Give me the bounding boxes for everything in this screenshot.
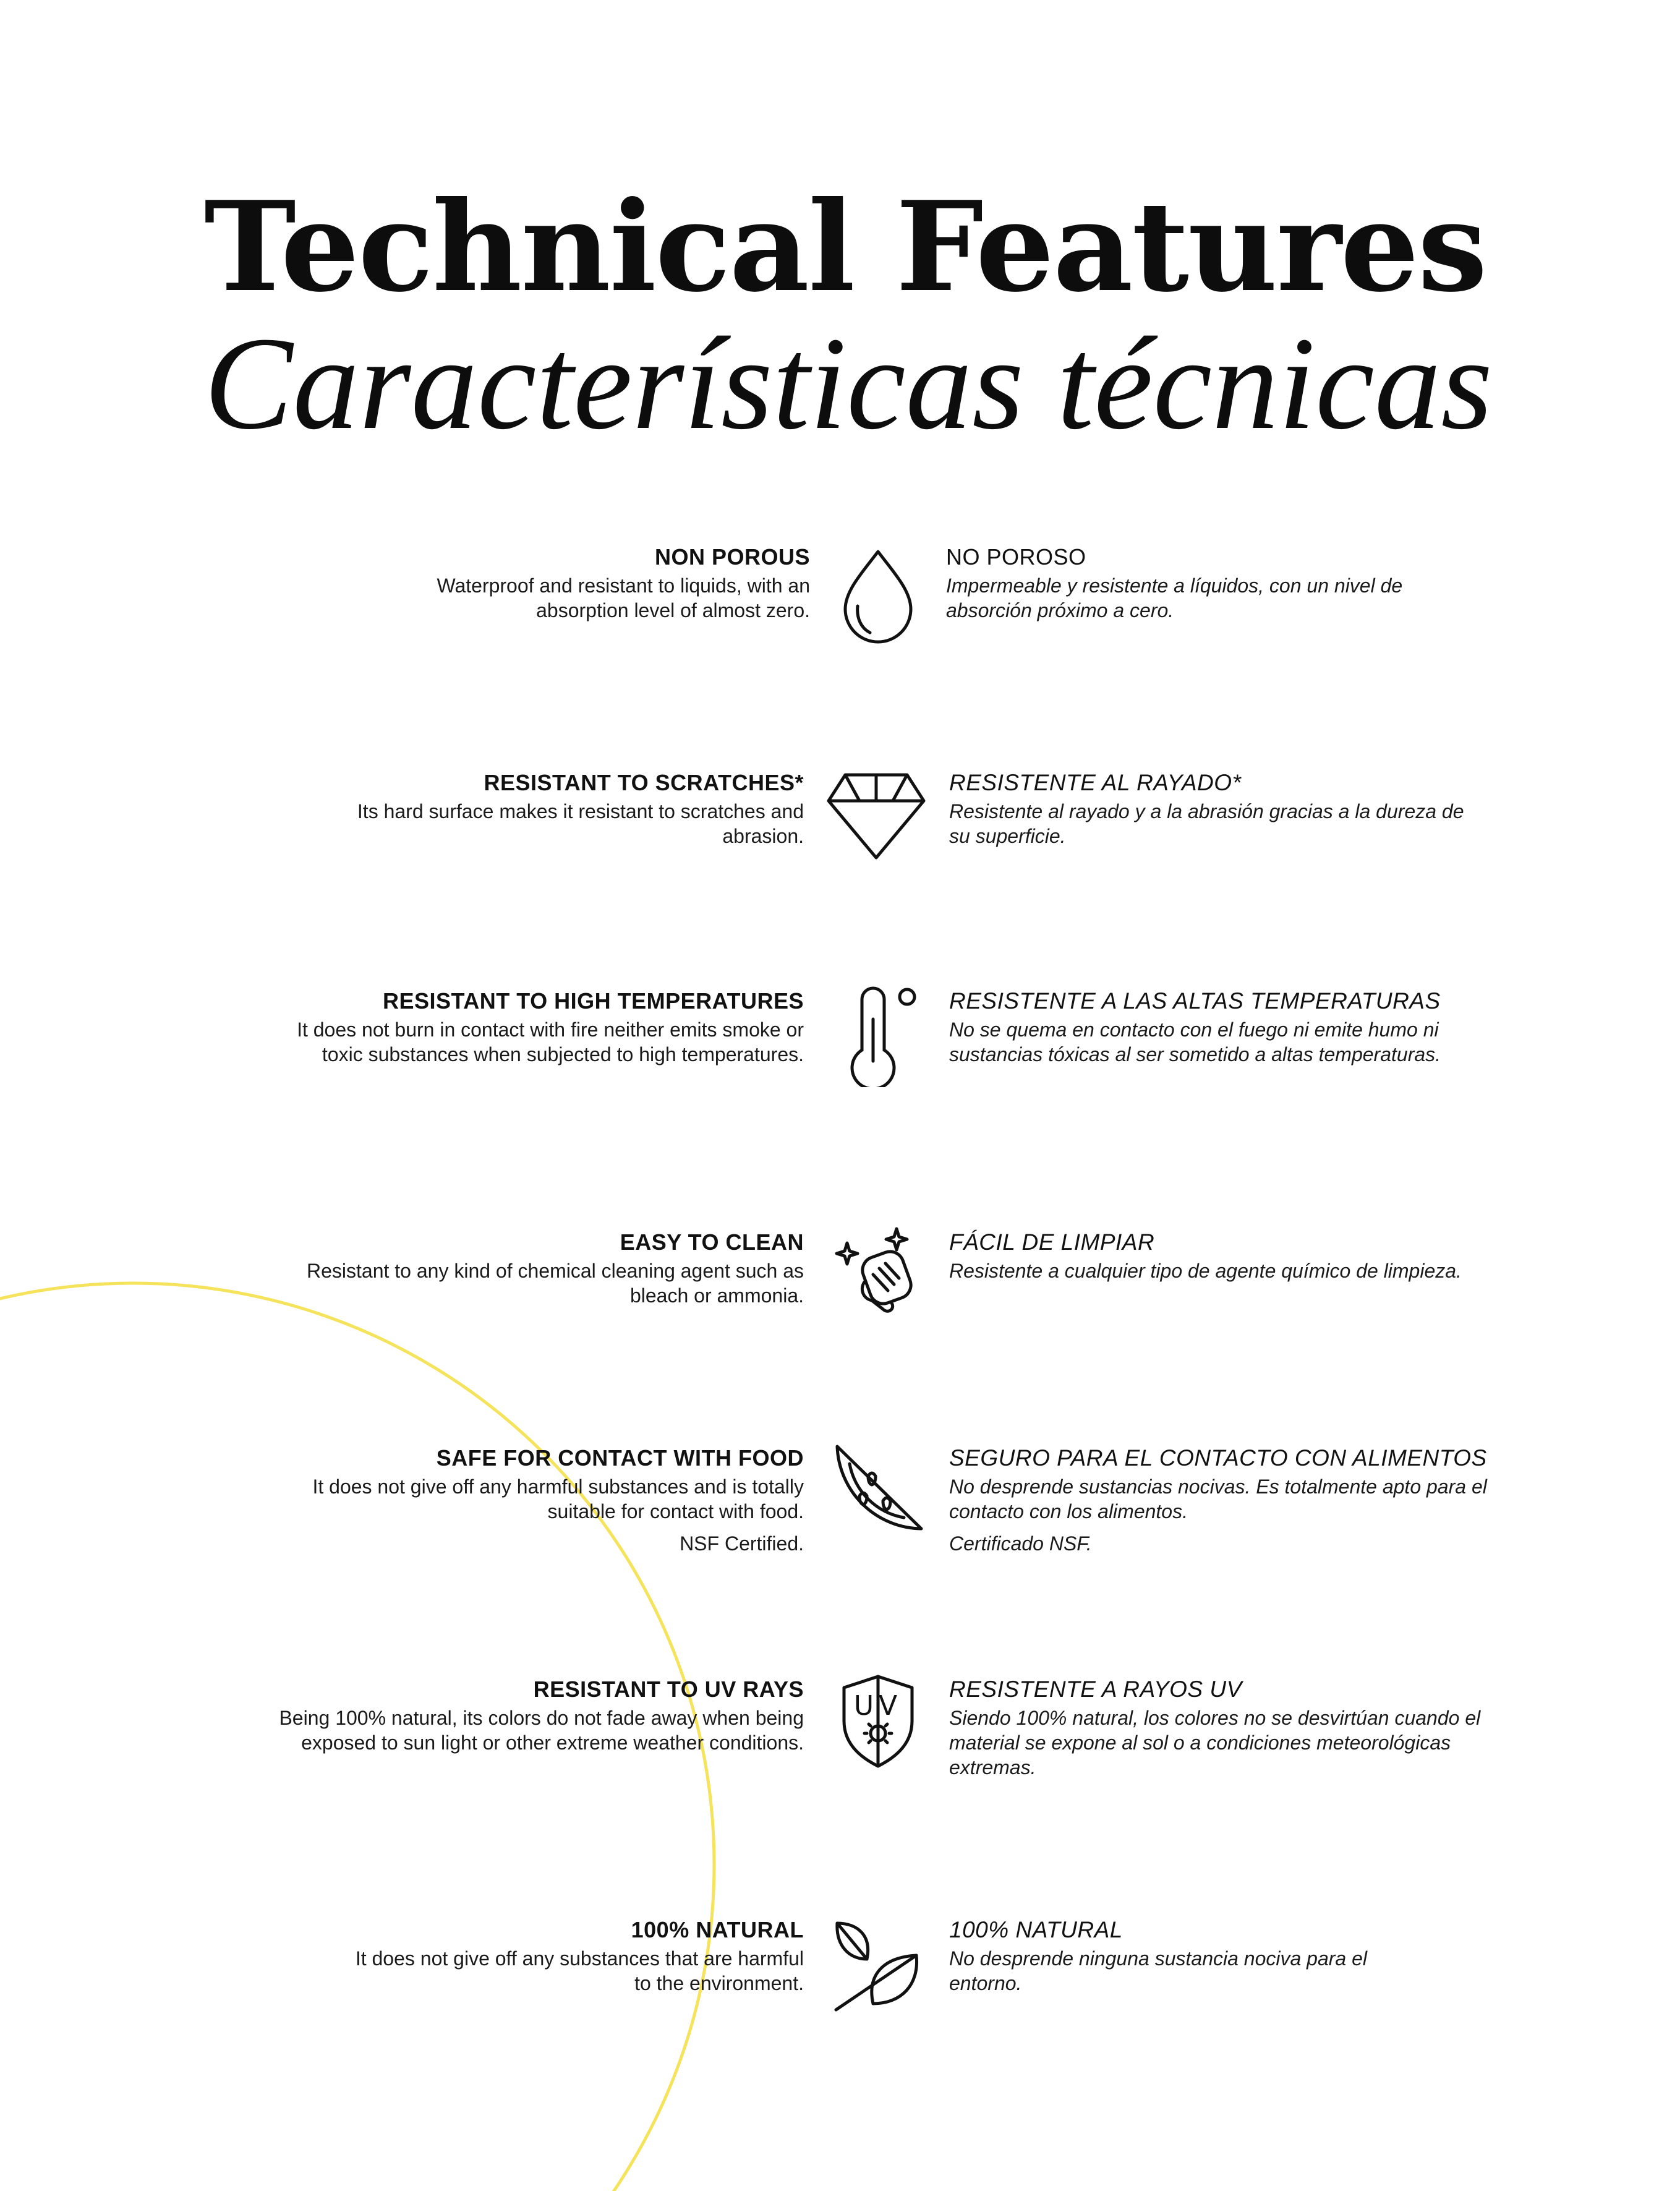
- feature-spanish: [949, 1914, 1537, 1996]
- page-title-spanish: Características técnicas: [204, 309, 1493, 457]
- cleaning-hand-icon: [829, 1221, 934, 1326]
- feature-english: [185, 1673, 804, 1755]
- feature-heading: NON POROUS: [654, 544, 810, 570]
- feature-heading: RESISTENTE AL RAYADO*: [949, 770, 1242, 795]
- feature-heading: RESISTANT TO HIGH TEMPERATURES: [382, 988, 804, 1014]
- feature-english: [185, 1914, 804, 1996]
- feature-heading: RESISTENTE A RAYOS UV: [949, 1676, 1242, 1702]
- feature-english: [185, 767, 804, 848]
- feature-heading: FÁCIL DE LIMPIAR: [949, 1229, 1155, 1255]
- feature-english: [185, 1442, 804, 1556]
- feature-row-food-contact: [0, 1442, 1680, 1603]
- feature-description: Being 100% natural, its colors do not fade away when being exposed to sun light or other extreme weather conditions.: [279, 1707, 804, 1754]
- feature-english: [185, 1226, 804, 1308]
- certification-note: Certificado NSF.: [949, 1532, 1092, 1555]
- feature-description: Resistant to any kind of chemical cleaning agent such as bleach or ammonia.: [306, 1260, 804, 1307]
- feature-spanish: [949, 1226, 1537, 1283]
- feature-description: No desprende ninguna sustancia nociva para el entorno.: [949, 1947, 1368, 1994]
- feature-heading: RESISTANT TO UV RAYS: [533, 1676, 804, 1702]
- feature-description: It does not give off any substances that are harmful to the environment.: [355, 1947, 804, 1994]
- leaves-icon: [824, 1911, 929, 2016]
- feature-description: Resistente al rayado y a la abrasión gracias a la dureza de su superficie.: [949, 800, 1464, 847]
- feature-spanish: [946, 541, 1533, 623]
- feature-spanish: [949, 767, 1537, 848]
- water-drop-icon: [825, 544, 931, 649]
- feature-heading: NO POROSO: [946, 544, 1086, 570]
- feature-heading: RESISTANT TO SCRATCHES*: [484, 770, 804, 795]
- feature-heading: EASY TO CLEAN: [620, 1229, 804, 1255]
- feature-row-natural: [0, 1914, 1680, 2050]
- feature-description: Waterproof and resistant to liquids, with an absorption level of almost zero.: [437, 574, 810, 621]
- uv-label: UV: [853, 1690, 903, 1722]
- feature-description: Its hard surface makes it resistant to scratches and abrasion.: [357, 800, 804, 847]
- page-title-english: Technical Features: [204, 174, 1486, 320]
- feature-heading: SAFE FOR CONTACT WITH FOOD: [436, 1445, 804, 1471]
- feature-english: [185, 985, 804, 1067]
- feature-english: [192, 541, 810, 623]
- watermelon-slice-icon: [824, 1439, 929, 1544]
- feature-description: No desprende sustancias nocivas. Es totalmente apto para el contacto con los alimentos.: [949, 1476, 1487, 1523]
- feature-row-scratches: [0, 767, 1680, 903]
- thermometer-icon: [824, 982, 929, 1087]
- diamond-icon: [824, 764, 929, 869]
- feature-heading: RESISTENTE A LAS ALTAS TEMPERATURAS: [949, 988, 1441, 1014]
- feature-description: It does not give off any harmful substances and is totally suitable for contact with food.: [312, 1476, 804, 1523]
- feature-row-high-temperatures: [0, 985, 1680, 1121]
- feature-description: No se quema en contacto con el fuego ni emite humo ni sustancias tóxicas al ser sometido a altas temperaturas.: [949, 1019, 1441, 1066]
- feature-heading: SEGURO PARA EL CONTACTO CON ALIMENTOS: [949, 1445, 1487, 1471]
- feature-description: Impermeable y resistente a líquidos, con un nivel de absorción próximo a cero.: [946, 574, 1403, 621]
- feature-row-easy-to-clean: [0, 1226, 1680, 1362]
- uv-shield-icon: [832, 1670, 937, 1775]
- feature-heading: 100% NATURAL: [949, 1917, 1123, 1942]
- feature-description: Siendo 100% natural, los colores no se desvirtúan cuando el material se expone al sol o a condiciones meteorológicas extremas.: [949, 1707, 1481, 1779]
- feature-spanish: [949, 985, 1537, 1067]
- feature-heading: 100% NATURAL: [631, 1917, 804, 1942]
- feature-description: Resistente a cualquier tipo de agente químico de limpieza.: [949, 1260, 1462, 1282]
- feature-row-non-porous: [0, 541, 1680, 677]
- feature-spanish: [949, 1442, 1537, 1556]
- feature-spanish: [949, 1673, 1537, 1780]
- certification-note: NSF Certified.: [680, 1532, 804, 1555]
- feature-description: It does not burn in contact with fire neither emits smoke or toxic substances when subjected to high temperatures.: [297, 1019, 804, 1066]
- feature-row-uv-rays: [0, 1673, 1680, 1809]
